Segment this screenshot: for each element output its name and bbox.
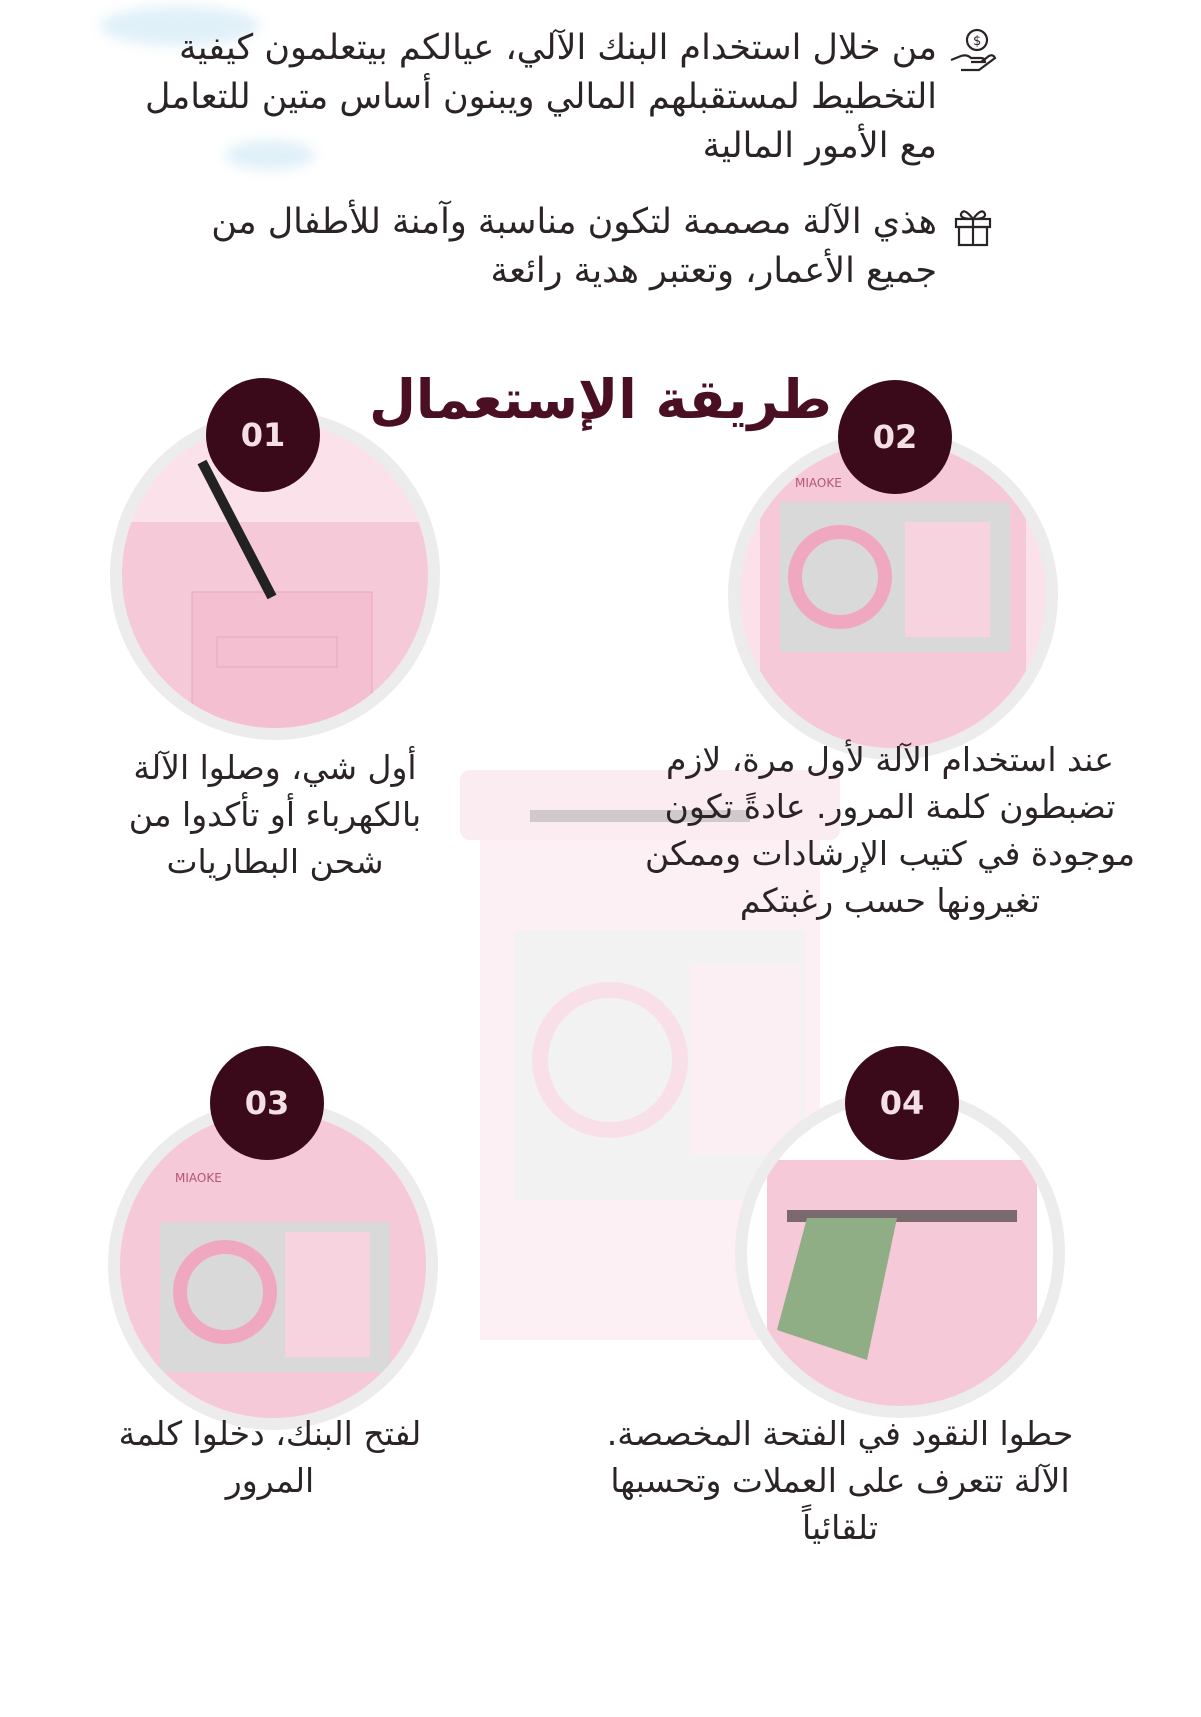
feature-text: من خلال استخدام البنك الآلي، عيالكم بيتعلمون كيفية التخطيط لمستقبلهم المالي ويبنون أساس متين للتعامل مع الأمور المالية xyxy=(145,28,937,166)
svg-text:MIAOKE: MIAOKE xyxy=(795,476,842,490)
step-02-badge: 02 xyxy=(838,380,952,494)
feature-text: هذي الآلة مصممة لتكون مناسبة وآمنة للأطفال من جميع الأعمار، وتعتبر هدية رائعة xyxy=(211,202,937,291)
money-hand-icon xyxy=(945,24,1001,80)
step-03-text: لفتح البنك، دخلوا كلمة المرور xyxy=(118,1414,422,1500)
feature-item xyxy=(131,24,1001,171)
step-04-text: حطوا النقود في الفتحة المخصصة. الآلة تتعرف على العملات وتحسبها تلقائياً xyxy=(606,1414,1074,1547)
section-title: طريقة الإستعمال xyxy=(369,368,832,431)
step-03-badge: 03 xyxy=(210,1046,324,1160)
svg-text:MIAOKE: MIAOKE xyxy=(175,1171,222,1185)
step-01-text: أول شي، وصلوا الآلة بالكهرباء أو تأكدوا من شحن البطاريات xyxy=(128,748,422,881)
feature-item xyxy=(131,198,1001,296)
gift-icon xyxy=(945,198,1001,254)
step-02-text: عند استخدام الآلة لأول مرة، لازم تضبطون كلمة المرور. عادةً تكون موجودة في كتيب الإرشادات وممكن تغيرونها حسب رغبتكم xyxy=(644,740,1136,920)
step-04-badge: 04 xyxy=(845,1046,959,1160)
step-01-badge: 01 xyxy=(206,378,320,492)
svg-text:$: $ xyxy=(973,34,982,49)
